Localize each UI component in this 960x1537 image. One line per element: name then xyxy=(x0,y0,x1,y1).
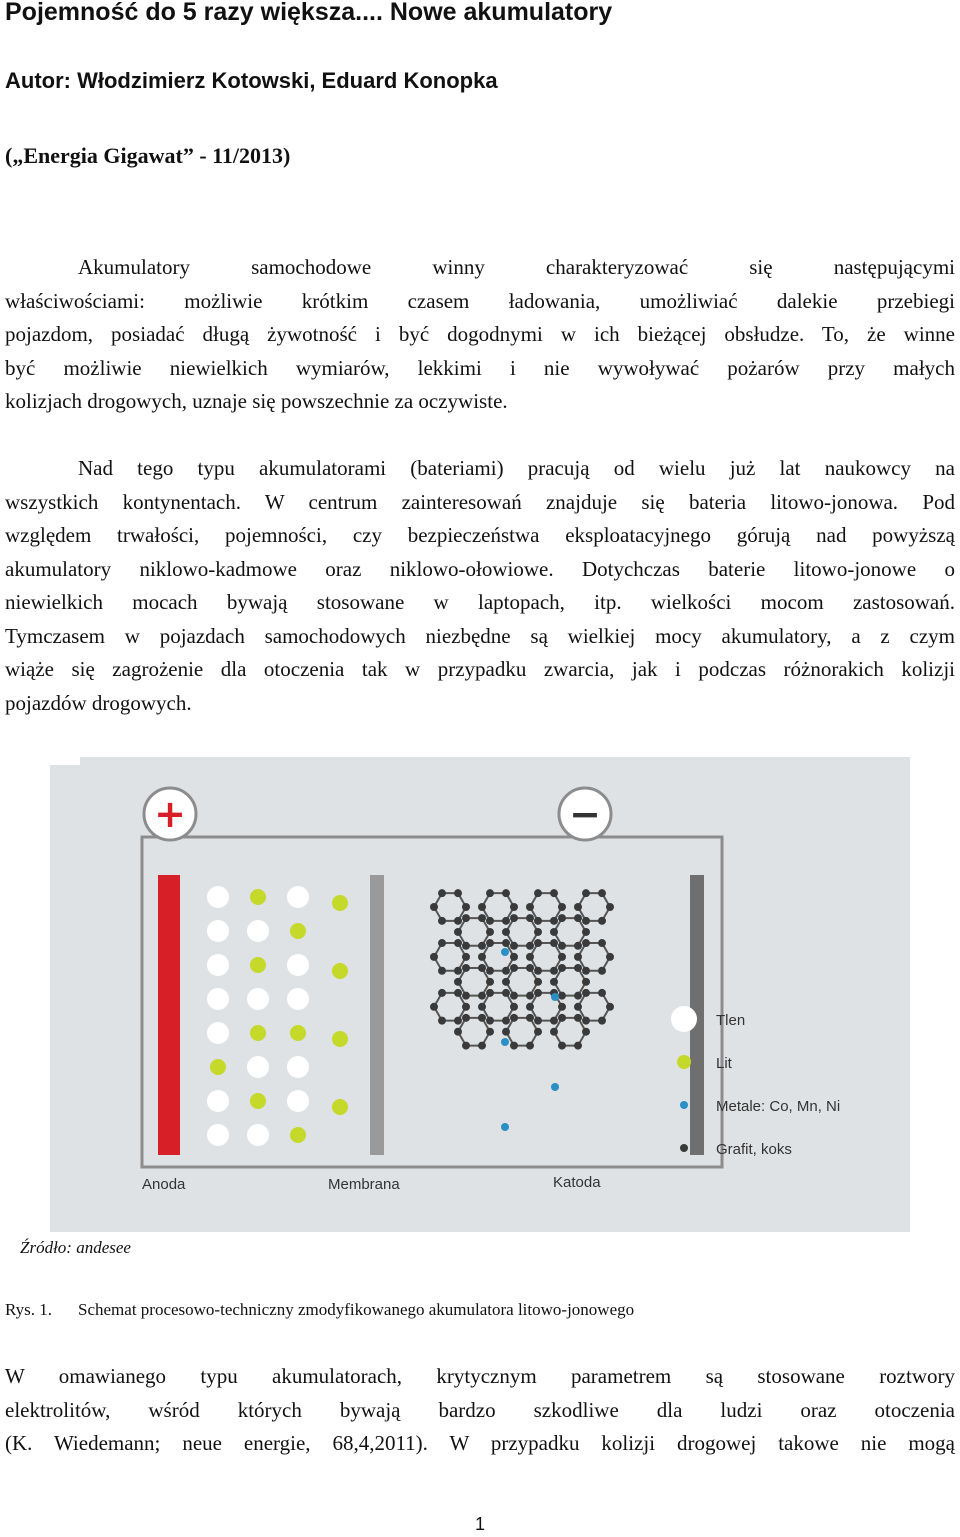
graphite-atom xyxy=(582,889,590,897)
oxygen-particle xyxy=(287,988,309,1010)
graphite-atom xyxy=(510,1003,518,1011)
graphite-atom xyxy=(510,1014,518,1022)
graphite-atom xyxy=(526,992,534,1000)
graphite-atom xyxy=(454,967,462,975)
graphite-atom xyxy=(606,953,614,961)
legend-swatch xyxy=(677,1055,691,1069)
oxygen-particle xyxy=(207,920,229,942)
graphite-atom xyxy=(534,928,542,936)
graphite-atom xyxy=(574,953,582,961)
paragraph-line: (K. Wiedemann; neue energie, 68,4,2011). W przypadku kolizji drogowej takowe nie mogą xyxy=(5,1431,955,1455)
paragraph-line: pojazdów drogowych. xyxy=(5,690,192,715)
graphite-atom xyxy=(454,917,462,925)
graphite-atom xyxy=(526,942,534,950)
graphite-atom xyxy=(438,967,446,975)
graphite-atom xyxy=(462,1003,470,1011)
metal-particle xyxy=(501,1038,509,1046)
graphite-atom xyxy=(478,964,486,972)
graphite-atom xyxy=(462,903,470,911)
membrane-plate xyxy=(370,875,384,1155)
graphite-atom xyxy=(502,917,510,925)
graphite-atom xyxy=(558,992,566,1000)
graphite-atom xyxy=(454,1028,462,1036)
legend-label: Grafit, koks xyxy=(716,1141,792,1158)
graphite-atom xyxy=(510,992,518,1000)
graphite-atom xyxy=(502,967,510,975)
graphite-atom xyxy=(438,1017,446,1025)
graphite-atom xyxy=(558,1014,566,1022)
lithium-particle xyxy=(290,1025,306,1041)
paragraph-line: być możliwie niewielkich wymiarów, lekkimi i nie wywoływać pożarów przy małych xyxy=(5,355,955,380)
graphite-atom xyxy=(502,928,510,936)
graphite-atom xyxy=(486,889,494,897)
graphite-atom xyxy=(478,942,486,950)
graphite-atom xyxy=(510,953,518,961)
minus-terminal-icon xyxy=(559,788,611,840)
article-authors: Autor: Włodzimierz Kotowski, Eduard Konopka xyxy=(5,68,498,93)
graphite-atom xyxy=(574,1042,582,1050)
graphite-atom xyxy=(502,1028,510,1036)
battery-diagram xyxy=(50,757,910,1232)
graphite-atom xyxy=(582,939,590,947)
lithium-particle xyxy=(332,963,348,979)
graphite-atom xyxy=(462,942,470,950)
metal-particle xyxy=(501,948,509,956)
paragraph-1 xyxy=(5,251,955,419)
figure-caption-text: Schemat procesowo-techniczny zmodyfikowanego akumulatora litowo-jonowego xyxy=(78,1300,635,1319)
paragraph-line: elektrolitów, wśród których bywają bardzo szkodliwe dla ludzi oraz otoczenia xyxy=(5,1397,955,1422)
graphite-atom xyxy=(478,1014,486,1022)
metal-particle xyxy=(501,1123,509,1131)
lithium-particle xyxy=(250,889,266,905)
graphite-atom xyxy=(558,964,566,972)
oxygen-particle xyxy=(207,954,229,976)
paragraph-line: Nad tego typu akumulatorami (bateriami) pracują od wielu już lat naukowcy na xyxy=(78,456,955,480)
paragraph-3 xyxy=(5,1360,955,1461)
membrane-label: Membrana xyxy=(328,1176,400,1193)
oxygen-particle xyxy=(207,1022,229,1044)
graphite-atom xyxy=(574,914,582,922)
graphite-atom xyxy=(606,1003,614,1011)
graphite-atom xyxy=(582,917,590,925)
oxygen-particle xyxy=(287,886,309,908)
paragraph-line: Tymczasem w pojazdach samochodowych niezbędne są wielkiej mocy akumulatory, a z czym xyxy=(5,623,955,648)
article-title: Pojemność do 5 razy większa.... Nowe akumulatory xyxy=(5,0,613,26)
oxygen-particle xyxy=(207,886,229,908)
lithium-particle xyxy=(332,895,348,911)
anode-label: Anoda xyxy=(142,1176,186,1193)
graphite-atom xyxy=(606,903,614,911)
oxygen-particle xyxy=(287,954,309,976)
plus-terminal-icon xyxy=(144,788,196,840)
graphite-atom xyxy=(454,928,462,936)
graphite-atom xyxy=(582,989,590,997)
paragraph-line: Akumulatory samochodowe winny charakteryzować się następującymi xyxy=(78,255,955,279)
graphite-atom xyxy=(438,939,446,947)
paragraph-line: akumulatory niklowo-kadmowe oraz niklowo-ołowiowe. Dotychczas baterie litowo-jonowe o xyxy=(5,556,955,581)
graphite-atom xyxy=(430,1003,438,1011)
graphite-atom xyxy=(574,1003,582,1011)
graphite-atom xyxy=(438,917,446,925)
graphite-atom xyxy=(534,917,542,925)
article-source: („Energia Gigawat” - 11/2013) xyxy=(5,143,291,168)
oxygen-particle xyxy=(207,988,229,1010)
graphite-atom xyxy=(454,939,462,947)
figure-number: Rys. 1. xyxy=(5,1300,53,1319)
graphite-atom xyxy=(558,903,566,911)
graphite-atom xyxy=(438,889,446,897)
graphite-atom xyxy=(598,917,606,925)
graphite-atom xyxy=(478,992,486,1000)
graphite-atom xyxy=(526,1014,534,1022)
lithium-particle xyxy=(290,923,306,939)
graphite-atom xyxy=(478,1042,486,1050)
graphite-atom xyxy=(550,1017,558,1025)
lithium-particle xyxy=(332,1099,348,1115)
graphite-atom xyxy=(462,964,470,972)
graphite-atom xyxy=(462,914,470,922)
metal-particle xyxy=(551,993,559,1001)
graphite-atom xyxy=(534,978,542,986)
graphite-atom xyxy=(534,939,542,947)
legend-label: Lit xyxy=(716,1055,732,1072)
graphite-atom xyxy=(486,917,494,925)
paragraph-line: wiąże się zagrożenie dla otoczenia tak w przypadku zwarcia, jak i podczas różnorakich kolizji xyxy=(5,657,955,681)
graphite-atom xyxy=(550,889,558,897)
graphite-atom xyxy=(582,1017,590,1025)
graphite-atom xyxy=(478,914,486,922)
paragraph-line: wszystkich kontynentach. W centrum zainteresowań znajduje się bateria litowo-jonowa. Pod xyxy=(5,489,955,514)
graphite-atom xyxy=(486,989,494,997)
lithium-particle xyxy=(210,1059,226,1075)
graphite-atom xyxy=(462,992,470,1000)
metal-particle xyxy=(551,1083,559,1091)
legend-label: Metale: Co, Mn, Ni xyxy=(716,1098,841,1115)
graphite-atom xyxy=(486,967,494,975)
graphite-atom xyxy=(558,1042,566,1050)
legend-label: Tlen xyxy=(716,1012,746,1029)
plus-symbol: + xyxy=(154,792,186,836)
legend-swatch xyxy=(671,1006,697,1032)
graphite-atom xyxy=(558,1003,566,1011)
figure-source-note: Źródło: andesee xyxy=(20,1238,131,1257)
graphite-atom xyxy=(526,964,534,972)
graphite-atom xyxy=(526,1003,534,1011)
graphite-atom xyxy=(534,1028,542,1036)
lithium-particle xyxy=(250,1025,266,1041)
graphite-atom xyxy=(582,928,590,936)
graphite-atom xyxy=(486,939,494,947)
graphite-atom xyxy=(510,914,518,922)
graphite-atom xyxy=(430,903,438,911)
graphite-atom xyxy=(486,928,494,936)
graphite-atom xyxy=(582,1028,590,1036)
oxygen-particle xyxy=(247,1124,269,1146)
paragraph-line: niewielkich mocach bywają stosowane w laptopach, itp. wielkości mocom zastosowań. xyxy=(5,590,955,614)
graphite-atom xyxy=(486,1028,494,1036)
graphite-atom xyxy=(558,914,566,922)
graphite-atom xyxy=(510,903,518,911)
lithium-particle xyxy=(250,1093,266,1109)
graphite-atom xyxy=(574,992,582,1000)
battery-diagram-svg xyxy=(50,757,910,1232)
paragraph-line: właściwościami: możliwie krótkim czasem ładowania, umożliwiać dalekie przebiegi xyxy=(5,288,955,313)
paragraph-line: względem trwałości, pojemności, czy bezpieczeństwa eksploatacyjnego górują nad powyższą xyxy=(5,523,955,547)
graphite-atom xyxy=(550,967,558,975)
graphite-atom xyxy=(454,978,462,986)
graphite-atom xyxy=(598,939,606,947)
graphite-atom xyxy=(478,953,486,961)
graphite-atom xyxy=(526,953,534,961)
graphite-atom xyxy=(574,942,582,950)
graphite-atom xyxy=(534,989,542,997)
oxygen-particle xyxy=(247,988,269,1010)
graphite-atom xyxy=(550,939,558,947)
figure-caption xyxy=(5,1300,634,1320)
diagram-top-strip xyxy=(50,757,80,765)
graphite-atom xyxy=(478,903,486,911)
graphite-atom xyxy=(582,978,590,986)
graphite-atom xyxy=(582,967,590,975)
oxygen-particle xyxy=(287,1090,309,1112)
graphite-atom xyxy=(502,978,510,986)
minus-symbol: − xyxy=(569,792,601,836)
paragraph-line: pojazdom, posiadać długą żywotność i być dogodnymi w ich bieżącej obsłudze. To, że winne xyxy=(5,322,955,346)
graphite-atom xyxy=(550,1028,558,1036)
legend-swatch xyxy=(680,1144,688,1152)
oxygen-particle xyxy=(287,1056,309,1078)
page-number: 1 xyxy=(474,1514,485,1534)
graphite-atom xyxy=(534,889,542,897)
graphite-atom xyxy=(598,889,606,897)
graphite-atom xyxy=(486,978,494,986)
graphite-atom xyxy=(486,1017,494,1025)
graphite-atom xyxy=(454,989,462,997)
graphite-atom xyxy=(598,1017,606,1025)
oxygen-particle xyxy=(207,1124,229,1146)
graphite-atom xyxy=(462,953,470,961)
anode-plate xyxy=(158,875,180,1155)
graphite-atom xyxy=(550,928,558,936)
graphite-atom xyxy=(526,1042,534,1050)
lithium-particle xyxy=(332,1031,348,1047)
cathode-label: Katoda xyxy=(553,1174,601,1191)
graphite-atom xyxy=(510,964,518,972)
graphite-atom xyxy=(574,964,582,972)
graphite-atom xyxy=(574,1014,582,1022)
graphite-atom xyxy=(598,989,606,997)
graphite-atom xyxy=(534,1017,542,1025)
graphite-atom xyxy=(574,903,582,911)
graphite-atom xyxy=(558,942,566,950)
graphite-atom xyxy=(454,889,462,897)
graphite-atom xyxy=(550,917,558,925)
oxygen-particle xyxy=(247,920,269,942)
graphite-atom xyxy=(526,903,534,911)
graphite-atom xyxy=(502,989,510,997)
graphite-atom xyxy=(502,939,510,947)
graphite-atom xyxy=(510,942,518,950)
lithium-particle xyxy=(290,1127,306,1143)
graphite-atom xyxy=(462,1042,470,1050)
paragraph-2 xyxy=(5,452,955,720)
oxygen-particle xyxy=(247,1056,269,1078)
paragraph-line: kolizjach drogowych, uznaje się powszechnie za oczywiste. xyxy=(5,389,508,413)
graphite-atom xyxy=(558,953,566,961)
lithium-particle xyxy=(250,957,266,973)
graphite-atom xyxy=(502,889,510,897)
graphite-atom xyxy=(462,1014,470,1022)
legend-swatch xyxy=(680,1101,688,1109)
graphite-atom xyxy=(454,1017,462,1025)
graphite-atom xyxy=(534,967,542,975)
graphite-atom xyxy=(598,967,606,975)
graphite-atom xyxy=(478,1003,486,1011)
graphite-atom xyxy=(550,978,558,986)
graphite-atom xyxy=(502,1017,510,1025)
graphite-atom xyxy=(526,914,534,922)
graphite-atom xyxy=(438,989,446,997)
graphite-atom xyxy=(430,953,438,961)
paragraph-line: W omawianego typu akumulatorach, krytycznym parametrem są stosowane roztwory xyxy=(5,1364,955,1388)
oxygen-particle xyxy=(207,1090,229,1112)
graphite-atom xyxy=(510,1042,518,1050)
